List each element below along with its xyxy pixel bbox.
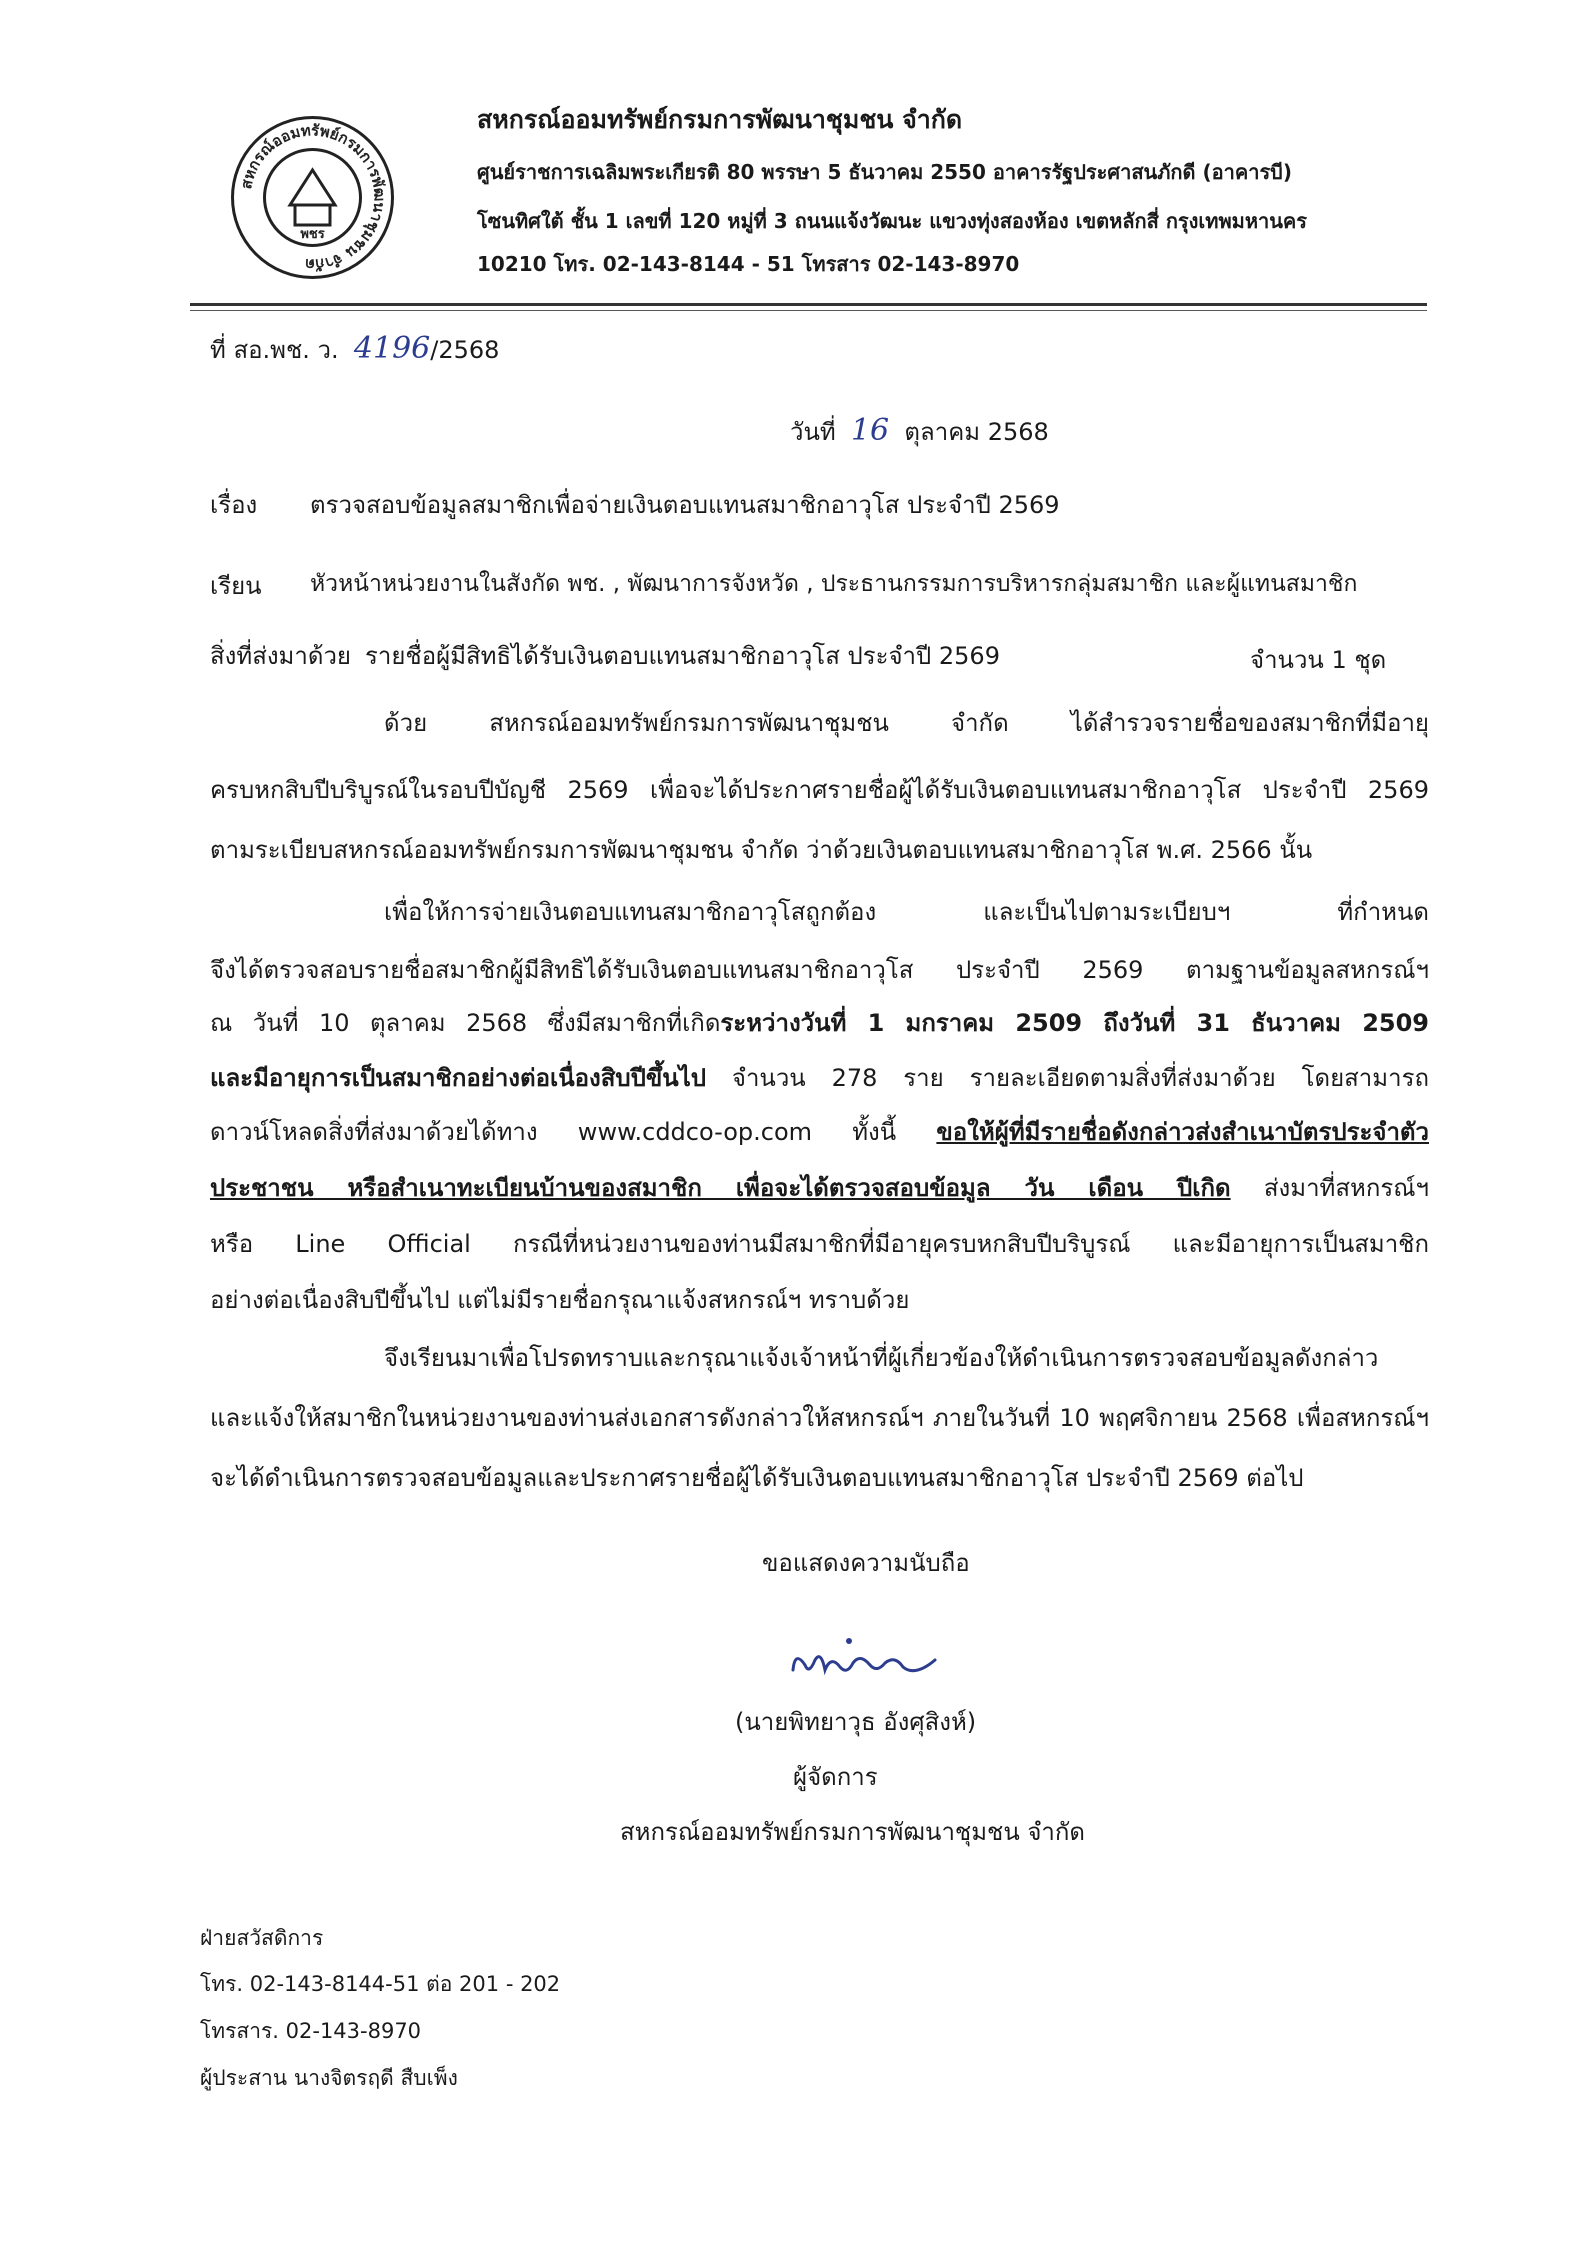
para1-line2: ครบหกสิบปีบริบูรณ์ในรอบปีบัญชี 2569 เพื่อจะได้ประกาศรายชื่อผู้ได้รับเงินตอบแทนสมาชิกอาวุโส ประจำปี 2569	[210, 776, 1429, 804]
subject-label: เรื่อง	[210, 491, 258, 519]
signer-org: สหกรณ์ออมทรัพย์กรมการพัฒนาชุมชน จำกัด	[620, 1818, 1086, 1846]
org-seal-icon	[225, 110, 400, 285]
para2-line8: อย่างต่อเนื่องสิบปีขึ้นไป แต่ไม่มีรายชื่อกรุณาแจ้งสหกรณ์ฯ ทราบด้วย	[210, 1286, 910, 1314]
footer-fax: โทรสาร. 02-143-8970	[200, 2019, 422, 2043]
para2-line3: ณ วันที่ 10 ตุลาคม 2568 ซึ่งมีสมาชิกที่เกิดระหว่างวันที่ 1 มกราคม 2509 ถึงวันที่ 31 ธันวาคม 2509	[210, 1009, 1429, 1037]
subject-text: ตรวจสอบข้อมูลสมาชิกเพื่อจ่ายเงินตอบแทนสมาชิกอาวุโส ประจำปี 2569	[310, 491, 1060, 519]
letter-date: วันที่ 16 ตุลาคม 2568	[790, 413, 1049, 448]
para2-line7: หรือ Line Official กรณีที่หน่วยงานของท่านมีสมาชิกที่มีอายุครบหกสิบปีบริบูรณ์ และมีอายุการเป็นสมาชิก	[210, 1230, 1429, 1258]
handwritten-day: 16	[850, 413, 890, 448]
signature-icon	[785, 1625, 945, 1695]
signer-position: ผู้จัดการ	[793, 1763, 878, 1791]
para1-line3: ตามระเบียบสหกรณ์ออมทรัพย์กรมการพัฒนาชุมชน จำกัด ว่าด้วยเงินตอบแทนสมาชิกอาวุโส พ.ศ. 2566 นั้น	[210, 836, 1313, 864]
para3-line2: และแจ้งให้สมาชิกในหน่วยงานของท่านส่งเอกสารดังกล่าวให้สหกรณ์ฯ ภายในวันที่ 10 พฤศจิกายน 2568 เพื่อสหกรณ์ฯ	[210, 1404, 1429, 1432]
footer-coordinator: ผู้ประสาน นางจิตรฤดี สืบเพ็ง	[200, 2066, 458, 2090]
para2-line2: จึงได้ตรวจสอบรายชื่อสมาชิกผู้มีสิทธิได้รับเงินตอบแทนสมาชิกอาวุโส ประจำปี 2569 ตามฐานข้อมูลสหกรณ์ฯ	[210, 956, 1429, 984]
header-rule-thin	[190, 310, 1427, 311]
org-name: สหกรณ์ออมทรัพย์กรมการพัฒนาชุมชน จำกัด	[477, 105, 963, 134]
svg-text:สหกรณ์ออมทรัพย์กรมการพัฒนาชุมช: สหกรณ์ออมทรัพย์กรมการพัฒนาชุมชน จำกัด	[237, 121, 389, 274]
enclosure-qty: จำนวน 1 ชุด	[1250, 646, 1387, 674]
para3-line1: จึงเรียนมาเพื่อโปรดทราบและกรุณาแจ้งเจ้าหน้าที่ผู้เกี่ยวข้องให้ดำเนินการตรวจสอบข้อมูลดังกล่าว	[384, 1344, 1379, 1372]
para2-line6: ประชาชน หรือสำเนาทะเบียนบ้านของสมาชิก เพื่อจะได้ตรวจสอบข้อมูล วัน เดือน ปีเกิด ส่งมาที่สหกรณ์ฯ	[210, 1174, 1429, 1202]
header-rule	[190, 303, 1427, 306]
address-line-2: โซนทิศใต้ ชั้น 1 เลขที่ 120 หมู่ที่ 3 ถนนแจ้งวัฒนะ แขวงทุ่งสองห้อง เขตหลักสี่ กรุงเทพมหานคร	[477, 209, 1308, 233]
enclosure-text: รายชื่อผู้มีสิทธิได้รับเงินตอบแทนสมาชิกอาวุโส ประจำปี 2569	[365, 642, 1000, 670]
para2-line1: เพื่อให้การจ่ายเงินตอบแทนสมาชิกอาวุโสถูกต้อง และเป็นไปตามระเบียบฯ ที่กำหนด	[384, 898, 1429, 926]
para1-line1: ด้วย สหกรณ์ออมทรัพย์กรมการพัฒนาชุมชน จำกัด ได้สำรวจรายชื่อของสมาชิกที่มีอายุ	[384, 709, 1429, 737]
recipient-text: หัวหน้าหน่วยงานในสังกัด พช. , พัฒนาการจังหวัด , ประธานกรรมการบริหารกลุ่มสมาชิก และผู้แทนสมาชิก	[310, 571, 1358, 597]
signer-name: (นายพิทยาวุธ อังศุสิงห์)	[735, 1708, 977, 1736]
svg-text:พชร: พชร	[300, 227, 325, 242]
para2-line5: ดาวน์โหลดสิ่งที่ส่งมาด้วยได้ทาง www.cddco-op.com ทั้งนี้ ขอให้ผู้ที่มีรายชื่อดังกล่าวส่งสำเนาบัตรประจำตัว	[210, 1118, 1429, 1146]
address-line-1: ศูนย์ราชการเฉลิมพระเกียรติ 80 พรรษา 5 ธันวาคม 2550 อาคารรัฐประศาสนภักดี (อาคารบี)	[477, 160, 1293, 184]
reference-number: ที่ สอ.พช. ว. 4196/2568	[210, 331, 500, 366]
enclosure-label: สิ่งที่ส่งมาด้วย	[210, 642, 351, 670]
para2-line4: และมีอายุการเป็นสมาชิกอย่างต่อเนื่องสิบปีขึ้นไป จำนวน 278 ราย รายละเอียดตามสิ่งที่ส่งมาด้วย โดยสามารถ	[210, 1064, 1429, 1092]
closing: ขอแสดงความนับถือ	[762, 1549, 970, 1577]
signature	[785, 1625, 945, 1695]
recipient-label: เรียน	[210, 572, 262, 600]
address-line-3: 10210 โทร. 02-143-8144 - 51 โทรสาร 02-143-8970	[477, 252, 1020, 276]
footer-tel: โทร. 02-143-8144-51 ต่อ 201 - 202	[200, 1972, 561, 1996]
footer-dept: ฝ่ายสวัสดิการ	[200, 1926, 324, 1950]
para3-line3: จะได้ดำเนินการตรวจสอบข้อมูลและประกาศรายชื่อผู้ได้รับเงินตอบแทนสมาชิกอาวุโส ประจำปี 2569 ต่อไป	[210, 1464, 1304, 1492]
handwritten-number: 4196	[353, 331, 431, 366]
org-logo	[225, 110, 400, 285]
